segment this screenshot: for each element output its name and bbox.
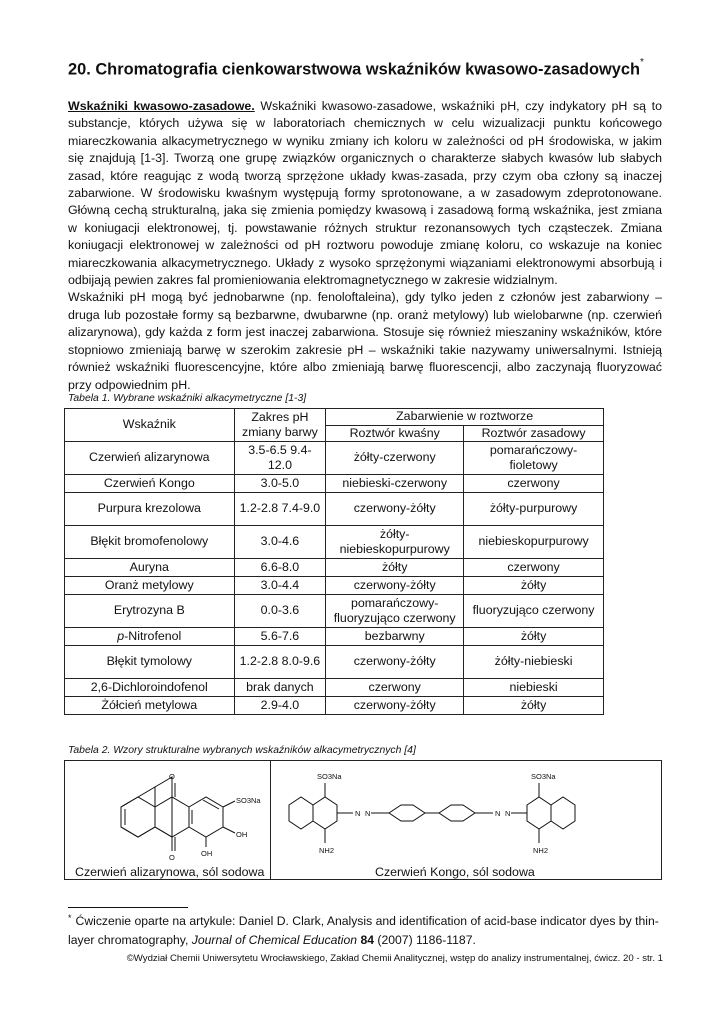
atom-o-top: O — [169, 772, 175, 781]
header-color: Zabarwienie w roztworze — [326, 409, 604, 426]
base-color: pomarańczowy-fioletowy — [464, 442, 604, 475]
footnote: * Ćwiczenie oparte na artykule: Daniel D. Clark, Analysis and identification of acid-base indicator dyes by thin-layer chromatography, Journal of Chemical Education 84 (2007) 1186-1187. — [68, 913, 659, 947]
base-color: czerwony — [464, 475, 604, 493]
atom-so3na: SO3Na — [236, 796, 261, 805]
table2-caption: Tabela 2. Wzory strukturalne wybranych wskaźników alkacymetrycznych [4] — [68, 745, 416, 756]
indicator-name: 2,6-Dichloroindofenol — [65, 679, 235, 697]
atom-nh2-left: NH2 — [319, 846, 335, 855]
atom-so3na-left: SO3Na — [317, 772, 342, 781]
table-row — [65, 577, 604, 595]
congo-red-structure — [279, 765, 659, 861]
atom-oh-right: OH — [236, 830, 248, 839]
atom-nh2-right: NH2 — [533, 846, 549, 855]
base-color: niebieski — [464, 679, 604, 697]
acid-color: pomarańczowy-fluoryzująco czerwony — [326, 595, 464, 628]
indicator-table — [64, 408, 604, 715]
atom-n-4: N — [505, 809, 511, 818]
ph-range: 2.9-4.0 — [234, 697, 326, 715]
table1-caption: Tabela 1. Wybrane wskaźniki alkacymetryczne [1-3] — [68, 393, 307, 404]
base-color: żółty-purpurowy — [464, 493, 604, 526]
atom-so3na-right: SO3Na — [531, 772, 556, 781]
acid-color: czerwony-żółty — [326, 493, 464, 526]
acid-color: czerwony-żółty — [326, 577, 464, 595]
ph-range: 1.2-2.8 8.0-9.6 — [234, 646, 326, 679]
base-color: fluoryzująco czerwony — [464, 595, 604, 628]
base-color: żółty — [464, 697, 604, 715]
ph-range: brak danych — [234, 679, 326, 697]
acid-color: niebieski-czerwony — [326, 475, 464, 493]
congo-label: Czerwień Kongo, sól sodowa — [375, 865, 535, 879]
ph-range: 6.6-8.0 — [234, 559, 326, 577]
table-row — [65, 493, 604, 526]
ph-range: 3.0-5.0 — [234, 475, 326, 493]
acid-color: żółty — [326, 559, 464, 577]
alizarin-label: Czerwień alizarynowa, sól sodowa — [75, 865, 265, 879]
atom-oh-bottom: OH — [201, 849, 213, 858]
ph-range: 3.0-4.6 — [234, 526, 326, 559]
table-row — [65, 697, 604, 715]
intro-paragraph-1: Wskaźniki kwasowo-zasadowe. Wskaźniki kwasowo-zasadowe, wskaźniki pH, czy indykatory pH są to substancje, których używa się w laboratoriach chemicznych w celu wizualizacji punktu końcowego miareczkowania alkacymetrycznego w wyniku zmiany ich koloru w zależności od pH środowiska, w jakim się znajdują [1-3]. Tworzą one grupę związków organicznych o charakterze słabych kwasów lub słabych zasad, które reagując z wodą tworzą sprzężone układy kwas-zasada, przy czym oba człony są inaczej zabarwione. W środowisku kwaśnym występują formy sprotonowane, a w zasadowym zdeprotonowane. Główną cechą strukturalną, jaka się zmienia pomiędzy kwasową i zasadową formą wskaźnika, jest zmiana w koniugacji elektronowej, tj. powstawanie różnych struktur rezonansowych tych cząsteczek. Zmiana koniugacji elektronowej w zależności od pH roztworu powoduje zmianę koloru, co wskazuje na koniec miareczkowania alkacymetrycznego. Układy z wysoko sprzężonymi wiązaniami elektronowymi absorbują i odbijają pewien zakres fal promieniowania elektromagnetycznego w zakresie widzialnym. — [68, 99, 662, 288]
table-row — [65, 559, 604, 577]
ph-range: 3.0-4.4 — [234, 577, 326, 595]
base-color: żółty-niebieski — [464, 646, 604, 679]
acid-color: żółty-czerwony — [326, 442, 464, 475]
table-row — [65, 442, 604, 475]
acid-color: czerwony-żółty — [326, 646, 464, 679]
base-color: czerwony — [464, 559, 604, 577]
atom-n-2: N — [365, 809, 371, 818]
indicator-name: Purpura krezolowa — [65, 493, 235, 526]
ph-range: 5.6-7.6 — [234, 628, 326, 646]
footnote-mark: * — [68, 913, 72, 923]
header-acid: Roztwór kwaśny — [326, 425, 464, 442]
intro-paragraph-2: Wskaźniki pH mogą być jednobarwne (np. fenoloftaleina), gdy tylko jeden z członów jest zabarwiony – druga lub pozostałe formy są bezbarwne, dwubarwne (np. oranż metylowy) lub wielobarwne (np. czerwień alizarynowa), gdy każda z form jest inaczej zabarwiona. Stosuje się również mieszaniny wskaźników, które stopniowo zmieniają barwę w szerokim zakresie pH – wskaźniki takie nazywamy uniwersalnymi. Istnieją również wskaźniki fluorescencyjne, które albo zmieniają barwę fluorescencji, albo zaczynają fluoryzować przy odpowiednim pH. — [68, 290, 662, 392]
ph-range: 3.5-6.5 9.4-12.0 — [234, 442, 326, 475]
page-title: 20. Chromatografia cienkowarstwowa wskaźników kwasowo-zasadowych* — [68, 57, 644, 79]
base-color: żółty — [464, 628, 604, 646]
table-row — [65, 526, 604, 559]
table-row — [65, 679, 604, 697]
indicator-name: Auryna — [65, 559, 235, 577]
base-color: żółty — [464, 577, 604, 595]
header-range: Zakres pH zmiany barwy — [234, 409, 326, 442]
journal-name: Journal of Chemical Education — [191, 932, 358, 947]
acid-color: żółty-niebieskopurpurowy — [326, 526, 464, 559]
indicator-name: Czerwień Kongo — [65, 475, 235, 493]
header-base: Roztwór zasadowy — [464, 425, 604, 442]
indicator-name: Erytrozyna B — [65, 595, 235, 628]
table-row — [65, 475, 604, 493]
journal-volume: 84 — [360, 932, 375, 947]
footnote-separator — [68, 907, 188, 908]
atom-o-bottom: O — [169, 853, 175, 862]
base-color: niebieskopurpurowy — [464, 526, 604, 559]
intro-lead: Wskaźniki kwasowo-zasadowe. — [68, 99, 255, 113]
atom-n-1: N — [355, 809, 361, 818]
ph-range: 1.2-2.8 7.4-9.0 — [234, 493, 326, 526]
indicator-name: p-Nitrofenol — [65, 628, 235, 646]
acid-color: bezbarwny — [326, 628, 464, 646]
intro-text — [68, 98, 662, 394]
table-row — [65, 595, 604, 628]
table-row — [65, 646, 604, 679]
page-footer: ©Wydział Chemii Uniwersytetu Wrocławskiego, Zakład Chemii Analitycznej, wstęp do analizy instrumentalnej, ćwicz. 20 - str. 1 — [126, 953, 663, 964]
acid-color: czerwony-żółty — [326, 697, 464, 715]
header-indicator: Wskaźnik — [65, 409, 235, 442]
ph-range: 0.0-3.6 — [234, 595, 326, 628]
indicator-name: Żółcień metylowa — [65, 697, 235, 715]
indicator-name: Czerwień alizarynowa — [65, 442, 235, 475]
indicator-name: Błękit bromofenolowy — [65, 526, 235, 559]
table-row — [65, 628, 604, 646]
title-footnote-mark: * — [640, 57, 644, 68]
atom-n-3: N — [495, 809, 501, 818]
alizarin-red-structure — [113, 763, 273, 863]
acid-color: czerwony — [326, 679, 464, 697]
structures-table — [64, 760, 662, 880]
indicator-name: Oranż metylowy — [65, 577, 235, 595]
indicator-name: Błękit tymolowy — [65, 646, 235, 679]
